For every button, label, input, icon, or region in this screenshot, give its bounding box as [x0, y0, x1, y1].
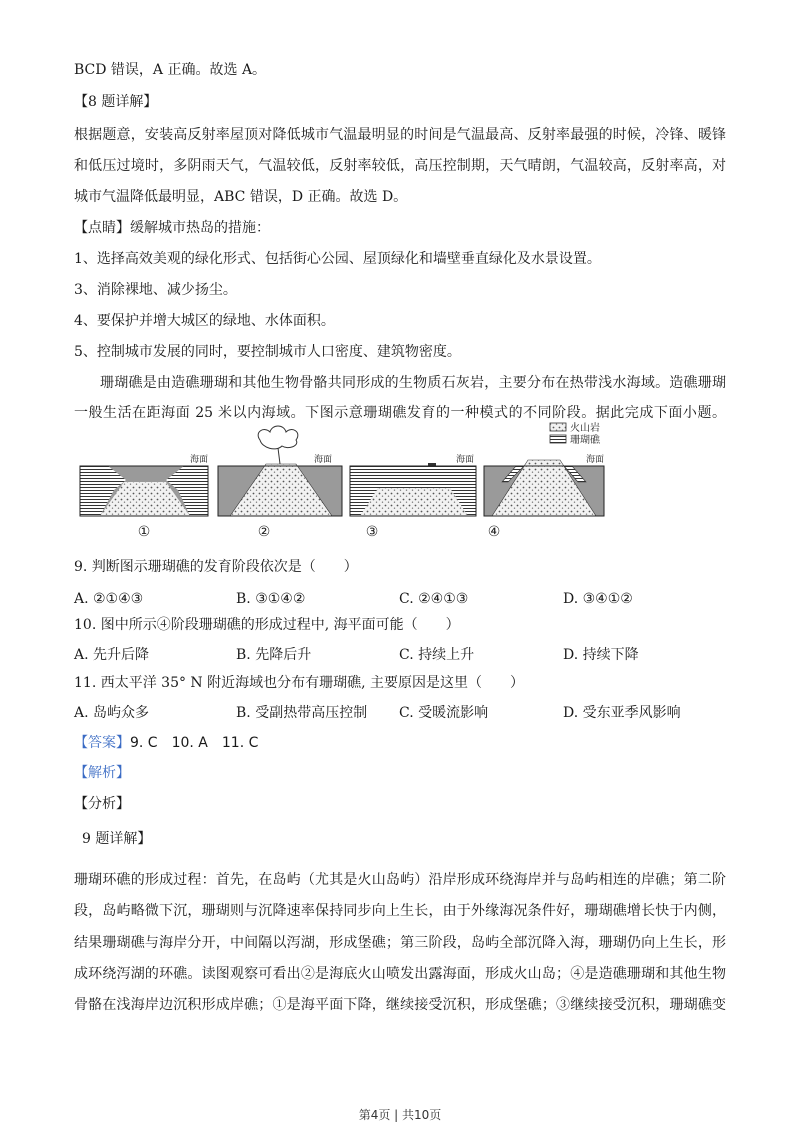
legend-volcanic-swatch — [550, 423, 566, 431]
stage-label: ④ — [487, 524, 501, 540]
section-heading: 【分析】 — [74, 796, 130, 812]
text-line: BCD 错误，A 正确。故选 A。 — [74, 62, 267, 78]
question-stem: 9. 判断图示珊瑚礁的发育阶段依次是（ ） — [74, 559, 358, 575]
text-line: 根据题意，安装高反射率屋顶对降低城市气温最明显的时间是气温最高、反射率最强的时候，冷锋、暖锋 — [74, 127, 726, 143]
question-option[interactable]: C. 受暖流影响 — [399, 705, 489, 721]
stage-panel-2 — [218, 426, 342, 540]
figure-legend — [550, 421, 601, 446]
question-option[interactable]: D. 受东亚季风影响 — [563, 705, 681, 721]
question-option[interactable]: C. 持续上升 — [399, 647, 475, 663]
legend-coral-label: 珊瑚礁 — [570, 435, 600, 446]
text-line: 4、要保护并增大城区的绿地、水体面积。 — [74, 313, 335, 329]
analysis-label: 【解析】 — [74, 765, 130, 781]
question-option[interactable]: B. ③①④② — [236, 591, 306, 607]
stage-label: ② — [257, 524, 271, 540]
stage-panel-1 — [80, 453, 208, 540]
stage-panel-3 — [350, 453, 476, 540]
stage-panel-4 — [484, 453, 604, 540]
text-line: 和低压过境时，多阴雨天气，气温较低，反射率较低，高压控制期，天气晴朗，气温较高，反射率高，对 — [74, 158, 726, 174]
coral-reef-figure — [78, 420, 618, 544]
legend-volcanic-label: 火山岩 — [570, 423, 600, 434]
sea-level-label: 海面 — [190, 455, 209, 465]
question-option[interactable]: D. 持续下降 — [563, 647, 639, 663]
question-option[interactable]: B. 受副热带高压控制 — [236, 705, 368, 721]
stage-label: ① — [137, 524, 151, 540]
section-heading: 9 题详解】 — [82, 831, 152, 847]
section-heading: 【8 题详解】 — [74, 94, 158, 110]
text-line: 1、选择高效美观的绿化形式、包括街心公园、屋顶绿化和墙壁垂直绿化及水景设置。 — [74, 251, 601, 267]
answer-label: 【答案】 — [74, 735, 130, 751]
question-option[interactable]: A. 先升后降 — [74, 647, 150, 663]
text-line: 城市气温降低最明显，ABC 错误，D 正确。故选 D。 — [74, 189, 408, 205]
stage-label: ③ — [365, 524, 379, 540]
question-option[interactable]: A. ②①④③ — [74, 591, 144, 607]
passage-line: 珊瑚礁是由造礁珊瑚和其他生物骨骼共同形成的生物质石灰岩，主要分布在热带浅水海域。造礁珊瑚 — [100, 375, 726, 391]
text-line: 5、控制城市发展的同时，要控制城市人口密度、建筑物密度。 — [74, 344, 461, 360]
sea-level-label: 海面 — [456, 455, 475, 465]
section-heading: 【点睛】缓解城市热岛的措施： — [74, 220, 270, 236]
body-line: 结果珊瑚礁与海岸分开，中间隔以泻湖，形成堡礁；第三阶段，岛屿全部沉降入海，珊瑚仍向上生长，形 — [74, 935, 726, 951]
body-line: 珊瑚环礁的形成过程：首先，在岛屿（尤其是火山岛屿）沿岸形成环绕海岸并与岛屿相连的岸礁；第二阶 — [74, 872, 726, 888]
text-line: 3、消除裸地、减少扬尘。 — [74, 282, 237, 298]
question-stem: 10. 图中所示④阶段珊瑚礁的形成过程中, 海平面可能（ ） — [74, 617, 460, 633]
body-line: 成环绕泻湖的环礁。读图观察可看出②是海底火山喷发出露海面，形成火山岛；④是造礁珊瑚和其他生物 — [74, 966, 726, 982]
question-stem: 11. 西太平洋 35° N 附近海域也分布有珊瑚礁, 主要原因是这里（ ） — [74, 675, 525, 691]
legend-coral-swatch — [550, 435, 566, 443]
question-option[interactable]: B. 先降后升 — [236, 647, 312, 663]
question-option[interactable]: C. ②④①③ — [399, 591, 469, 607]
passage-line: 一般生活在距海面 25 米以内海域。下图示意珊瑚礁发育的一种模式的不同阶段。据此完成下面小题。 — [74, 405, 726, 421]
sea-level-label: 海面 — [586, 455, 605, 465]
sea-level-label: 海面 — [314, 455, 333, 465]
answer-line — [74, 733, 258, 753]
page-footer: 第4页 | 共10页 — [358, 1108, 442, 1122]
question-option[interactable]: A. 岛屿众多 — [74, 705, 150, 721]
body-line: 骨骼在浅海岸边沉积形成岸礁；①是海平面下降，继续接受沉积，形成堡礁；③继续接受沉积，珊瑚礁变 — [74, 997, 726, 1013]
body-line: 段，岛屿略微下沉，珊瑚则与沉降速率保持同步向上生长，由于外缘海况条件好，珊瑚礁增长快于内侧， — [74, 903, 726, 919]
question-option[interactable]: D. ③④①② — [563, 591, 633, 607]
answer-text: 9. C 10. A 11. C — [130, 735, 259, 751]
